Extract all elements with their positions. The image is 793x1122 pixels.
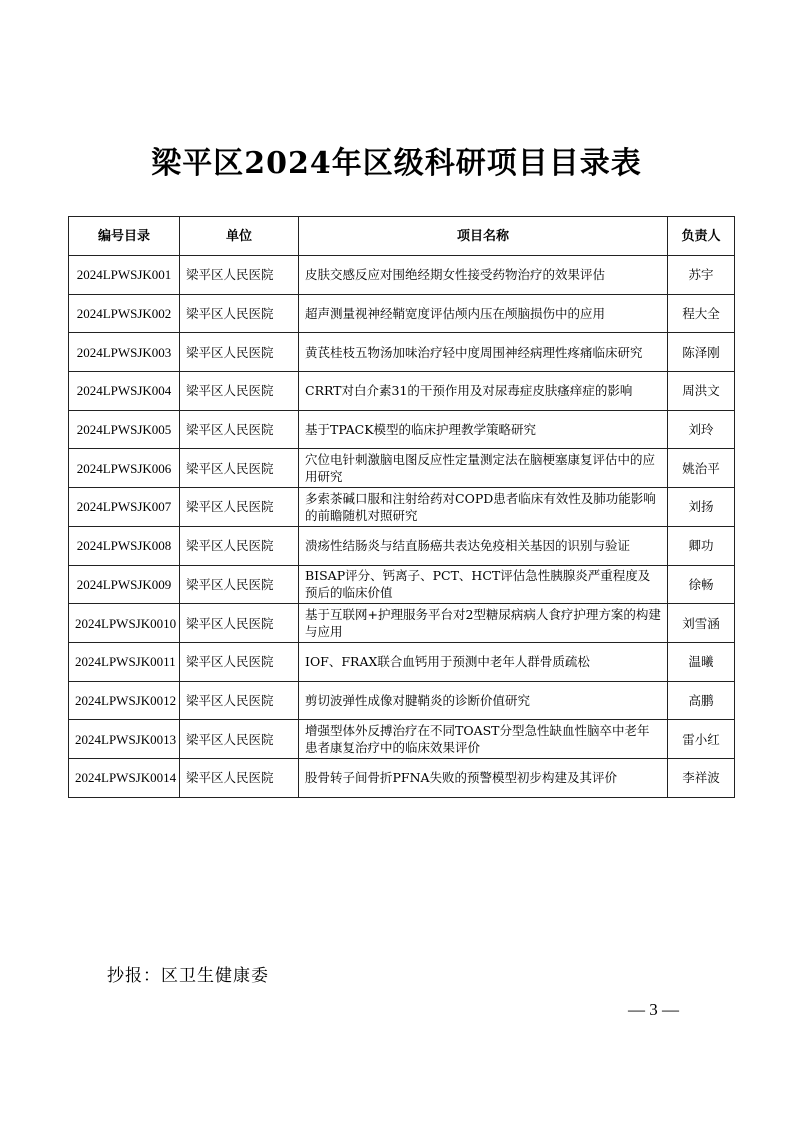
lead-cell: 徐畅 [668,565,735,604]
lead-cell: 刘扬 [668,488,735,527]
lead-cell: 陈泽刚 [668,333,735,372]
lead-cell: 姚治平 [668,449,735,488]
table-body [69,256,735,798]
page-number: — 3 — [628,1000,679,1019]
project-code-cell: 2024LPWSJK0010 [69,604,180,643]
project-code-cell: 2024LPWSJK001 [69,256,180,295]
project-code-cell: 2024LPWSJK0013 [69,720,180,759]
project-code-cell: 2024LPWSJK006 [69,449,180,488]
table-row [69,410,735,449]
project-name-cell: 黄芪桂枝五物汤加味治疗轻中度周围神经病理性疼痛临床研究 [299,333,668,372]
table-row [69,720,735,759]
lead-cell: 周洪文 [668,372,735,411]
table-row [69,758,735,797]
unit-cell: 梁平区人民医院 [180,488,299,527]
project-name-cell: 剪切波弹性成像对腱鞘炎的诊断价值研究 [299,681,668,720]
unit-cell: 梁平区人民医院 [180,565,299,604]
table-header-row [69,217,735,256]
unit-cell: 梁平区人民医院 [180,294,299,333]
unit-cell: 梁平区人民医院 [180,642,299,681]
table-row [69,526,735,565]
lead-cell: 高鹏 [668,681,735,720]
project-name-cell: 股骨转子间骨折PFNA失败的预警模型初步构建及其评价 [299,758,668,797]
table-row [69,681,735,720]
header-unit: 单位 [180,217,299,256]
header-lead: 负责人 [668,217,735,256]
project-code-cell: 2024LPWSJK0012 [69,681,180,720]
project-name-cell: BISAP评分、钙离子、PCT、HCT评估急性胰腺炎严重程度及预后的临床价值 [299,565,668,604]
lead-cell: 李祥波 [668,758,735,797]
project-name-cell: IOF、FRAX联合血钙用于预测中老年人群骨质疏松 [299,642,668,681]
lead-cell: 程大全 [668,294,735,333]
lead-cell: 刘雪涵 [668,604,735,643]
project-name-cell: 穴位电针刺激脑电图反应性定量测定法在脑梗塞康复评估中的应用研究 [299,449,668,488]
project-name-cell: CRRT对白介素31的干预作用及对尿毒症皮肤瘙痒症的影响 [299,372,668,411]
project-code-cell: 2024LPWSJK0011 [69,642,180,681]
header-code: 编号目录 [69,217,180,256]
lead-cell: 雷小红 [668,720,735,759]
project-code-cell: 2024LPWSJK003 [69,333,180,372]
table-row [69,604,735,643]
unit-cell: 梁平区人民医院 [180,720,299,759]
project-name-cell: 溃疡性结肠炎与结直肠癌共表达免疫相关基因的识别与验证 [299,526,668,565]
table-row [69,565,735,604]
unit-cell: 梁平区人民医院 [180,372,299,411]
table-row [69,488,735,527]
unit-cell: 梁平区人民医院 [180,758,299,797]
project-name-cell: 基于互联网+护理服务平台对2型糖尿病病人食疗护理方案的构建与应用 [299,604,668,643]
project-code-cell: 2024LPWSJK002 [69,294,180,333]
unit-cell: 梁平区人民医院 [180,449,299,488]
table-row [69,256,735,295]
unit-cell: 梁平区人民医院 [180,604,299,643]
unit-cell: 梁平区人民医院 [180,256,299,295]
project-name-cell: 皮肤交感反应对围绝经期女性接受药物治疗的效果评估 [299,256,668,295]
project-code-cell: 2024LPWSJK009 [69,565,180,604]
table-row [69,642,735,681]
unit-cell: 梁平区人民医院 [180,526,299,565]
lead-cell: 刘玲 [668,410,735,449]
unit-cell: 梁平区人民医院 [180,681,299,720]
document-title: 梁平区2024年区级科研项目目录表 [151,146,642,181]
project-code-cell: 2024LPWSJK004 [69,372,180,411]
header-project-name: 项目名称 [299,217,668,256]
project-catalog-table [68,216,735,798]
project-name-cell: 多索茶碱口服和注射给药对COPD患者临床有效性及肺功能影响的前瞻随机对照研究 [299,488,668,527]
project-name-cell: 超声测量视神经鞘宽度评估颅内压在颅脑损伤中的应用 [299,294,668,333]
lead-cell: 卿功 [668,526,735,565]
project-name-cell: 基于TPACK模型的临床护理教学策略研究 [299,410,668,449]
project-code-cell: 2024LPWSJK0014 [69,758,180,797]
cc-note: 抄报：区卫生健康委 [107,966,269,986]
project-code-cell: 2024LPWSJK007 [69,488,180,527]
lead-cell: 苏宇 [668,256,735,295]
unit-cell: 梁平区人民医院 [180,410,299,449]
table-row [69,294,735,333]
lead-cell: 温曦 [668,642,735,681]
project-name-cell: 增强型体外反搏治疗在不同TOAST分型急性缺血性脑卒中老年患者康复治疗中的临床效果评价 [299,720,668,759]
table-row [69,372,735,411]
project-code-cell: 2024LPWSJK005 [69,410,180,449]
table-row [69,449,735,488]
unit-cell: 梁平区人民医院 [180,333,299,372]
project-code-cell: 2024LPWSJK008 [69,526,180,565]
table-row [69,333,735,372]
